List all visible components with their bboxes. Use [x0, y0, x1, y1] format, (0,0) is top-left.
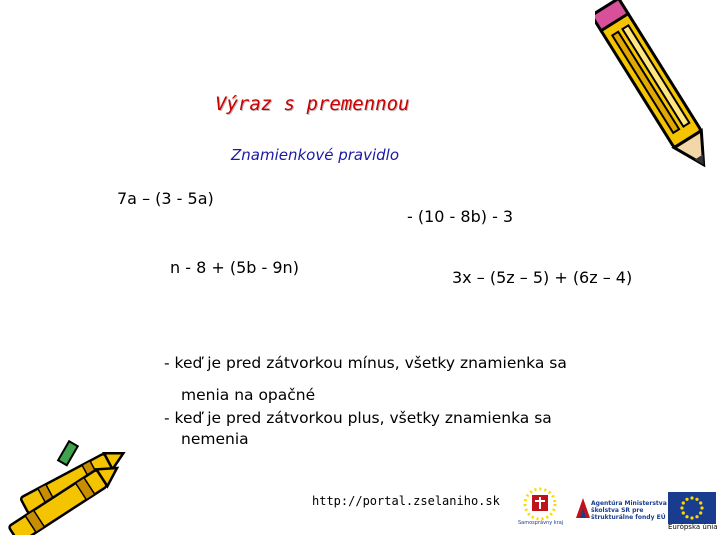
eu-flag-icon [668, 492, 716, 524]
slide-subtitle: Znamienkové pravidlo [231, 146, 400, 164]
expression-2: - (10 - 8b) - 3 [407, 207, 514, 226]
rule-line-3: - keď je pred zátvorkou plus, všetky znamienka sa [164, 409, 552, 427]
eu-flag [668, 492, 716, 524]
rule-line-2: menia na opačné [181, 386, 316, 404]
crayons-icon [0, 425, 150, 535]
footer-url: http://portal.zselaniho.sk [312, 494, 500, 508]
expression-3: n - 8 + (5b - 9n) [170, 258, 299, 277]
pencil-icon [595, 0, 720, 180]
agency-logo-icon [576, 498, 590, 518]
agency-text: Agentúra Ministerstva školstva SR pre štrukturálne fondy EÚ [591, 500, 667, 521]
seal-caption: Samosprávny kraj [518, 520, 564, 526]
expression-4: 3x – (5z – 5) + (6z – 4) [452, 268, 633, 287]
expression-1: 7a – (3 - 5a) [117, 189, 214, 208]
regional-seal-icon [518, 486, 562, 522]
rule-line-1: - keď je pred zátvorkou mínus, všetky znamienka sa [164, 354, 567, 372]
eu-caption: Európska únia [668, 523, 718, 531]
slide-title: Výraz s premennou [215, 93, 410, 115]
rule-line-4: nemenia [181, 430, 249, 448]
